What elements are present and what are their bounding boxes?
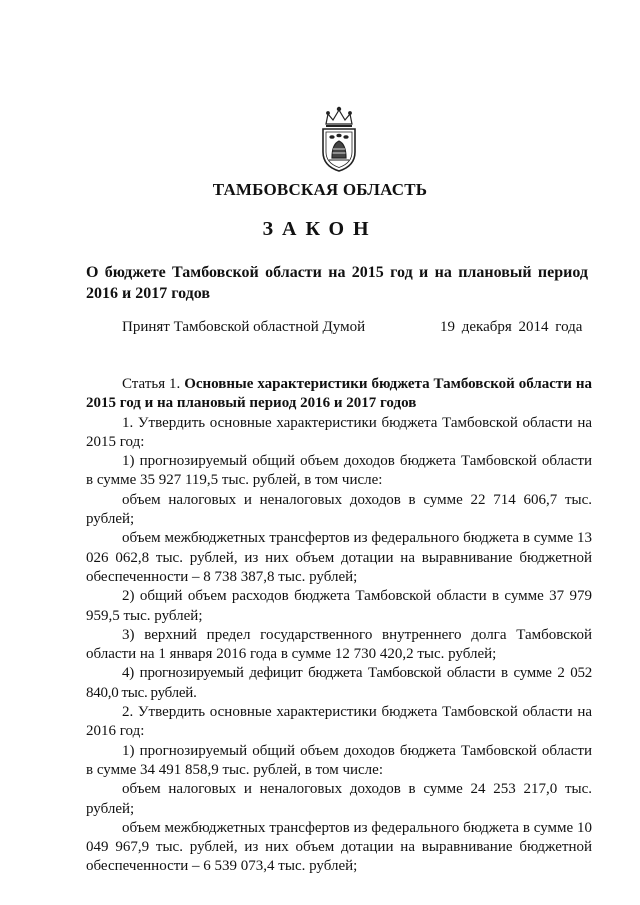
paragraph: 1. Утвердить основные характеристики бюджета Тамбовской области на 2015 год: [86,414,592,450]
law-title: О бюджете Тамбовской области на 2015 год и на плановый период 2016 и 2017 годов [86,264,588,302]
paragraph: 2) общий объем расходов бюджета Тамбовской области в сумме 37 979 959,5 тыс. рублей; [86,588,592,624]
paragraph: объем налоговых и неналоговых доходов в сумме 24 253 217,0 тыс. рублей; [86,781,592,817]
paragraph: 3) верхний предел государственного внутреннего долга Тамбовской области на 1 января 2016 года в сумме 12 730 420,2 тыс. рублей; [86,626,592,663]
adopted-date: 19 декабря 2014 года [440,319,583,335]
paragraph: 1) прогнозируемый общий объем доходов бюджета Тамбовской области в сумме 34 491 858,9 тыс. рублей, в том числе: [86,742,592,778]
document-type: ЗАКОН [262,218,378,240]
paragraph: 2. Утвердить основные характеристики бюджета Тамбовской области на 2016 год: [86,704,592,740]
region-name: ТАМБОВСКАЯ ОБЛАСТЬ [212,180,428,199]
paragraph: 4) прогнозируемый дефицит бюджета Тамбовской области в сумме 2 052 840,0 тыс. рублей. [86,665,592,701]
article-title: Основные характеристики бюджета Тамбовской области на 2015 год и на плановый период 2016 и 2017 годов [86,376,592,412]
paragraph: объем межбюджетных трансфертов из федерального бюджета в сумме 10 049 967,9 тыс. рублей, из них объем дотации на выравнивание бюджетной обеспеченности – 6 539 073,4 тыс. рублей; [86,819,592,875]
article-1-heading [86,375,592,414]
adopted-by: Принят Тамбовской областной Думой [122,319,366,335]
law-body [86,375,592,877]
paragraph: объем межбюджетных трансфертов из федерального бюджета в сумме 13 026 062,8 тыс. рублей, из них объем дотации на выравнивание бюджетной обеспеченности – 8 738 387,8 тыс. рублей; [86,530,592,585]
coat-of-arms-icon [316,104,362,174]
article-label: Статья 1. [122,376,181,392]
paragraph: объем налоговых и неналоговых доходов в сумме 22 714 606,7 тыс. рублей; [86,491,592,528]
paragraph: 1) прогнозируемый общий объем доходов бюджета Тамбовской области в сумме 35 927 119,5 тыс. рублей, в том числе: [86,453,592,489]
